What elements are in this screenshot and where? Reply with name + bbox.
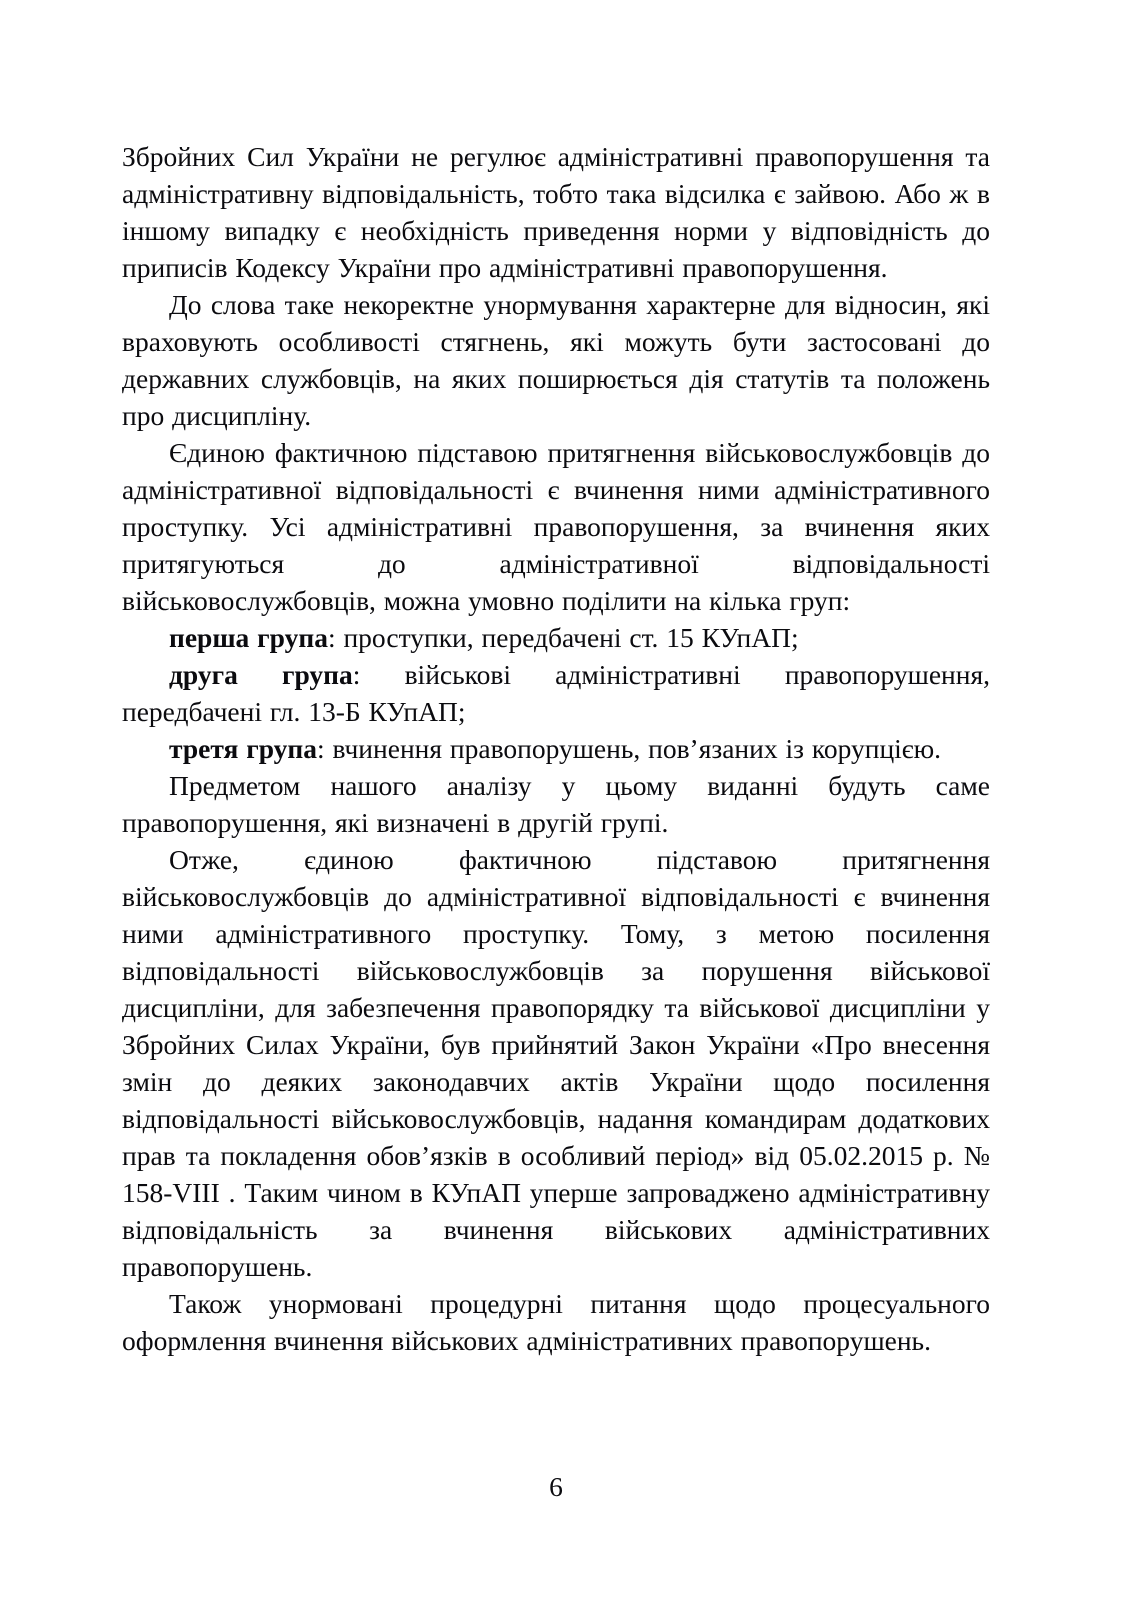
- paragraph: Отже, єдиною фактичною підставою притягнення військовослужбовців до адміністративної відповідальності є вчинення ними адміністративного проступку. Тому, з метою посилення відповідальності військовослужбовців за порушення військової дисципліни, для забезпечення правопорядку та військової дисципліни у Збройних Силах України, був прийнятий Закон України «Про внесення змін до деяких законодавчих актів України щодо посилення відповідальності військовослужбовців, надання командирам додаткових прав та покладення обов’язків в особливий період» від 05.02.2015 р. № 158-VIII . Таким чином в КУпАП уперше запроваджено адміністративну відповідальність за вчинення військових адміністративних правопорушень.: [122, 844, 990, 1282]
- paragraph-list-item-first-group: [122, 619, 990, 656]
- paragraph: До слова таке некоректне унормування характерне для відносин, які враховують особливості стягнень, які можуть бути застосовані до державних службовців, на яких поширюється дія статутів та положень про дисципліну.: [122, 289, 990, 431]
- page-number: 6: [549, 1471, 563, 1502]
- group-text: : проступки, передбачені ст. 15 КУпАП;: [327, 622, 799, 653]
- paragraph-list-item-second-group: [122, 656, 990, 730]
- paragraph-list-item-third-group: [122, 730, 990, 767]
- group-text: : військові адміністративні правопорушення, передбачені гл. 13-Б КУпАП;: [122, 659, 990, 727]
- paragraph: Єдиною фактичною підставою притягнення військовослужбовців до адміністративної відповідальності є вчинення ними адміністративного проступку. Усі адміністративні правопорушення, за вчинення яких притягуються до адміністративної відповідальності військовослужбовців, можна умовно поділити на кілька груп:: [122, 437, 990, 616]
- group-label-bold: друга група: [169, 659, 353, 690]
- paragraph: Також унормовані процедурні питання щодо процесуального оформлення вчинення військових адміністративних правопорушень.: [122, 1288, 990, 1356]
- group-label-bold: перша група: [169, 622, 328, 653]
- document-page: [122, 138, 990, 1359]
- group-label-bold: третя група: [169, 733, 318, 764]
- paragraph: Предметом нашого аналізу у цьому виданні будуть саме правопорушення, які визначені в другій групі.: [122, 770, 990, 838]
- paragraph-continuation: Збройних Сил України не регулює адміністративні правопорушення та адміністративну відповідальність, тобто така відсилка є зайвою. Або ж в іншому випадку є необхідність приведення норми у відповідність до приписів Кодексу України про адміністративні правопорушення.: [122, 141, 990, 283]
- group-text: : вчинення правопорушень, пов’язаних із корупцією.: [317, 733, 942, 764]
